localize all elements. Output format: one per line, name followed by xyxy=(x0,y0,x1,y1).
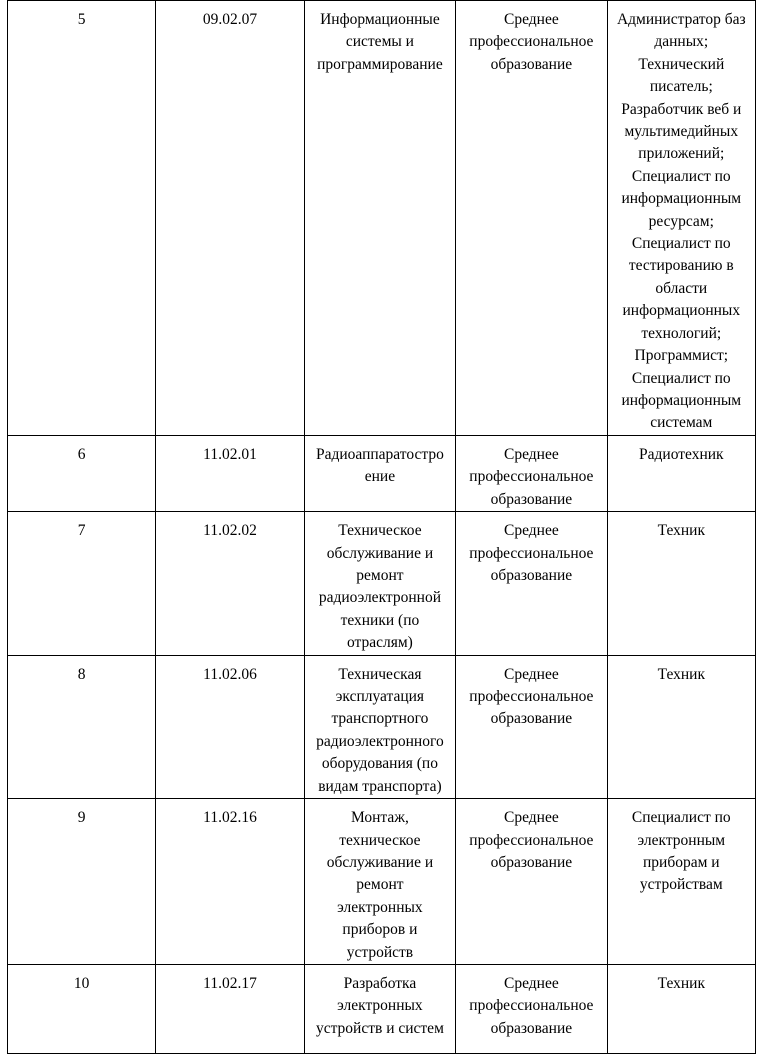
specialty-name-cell: Монтаж, техническое обслуживание и ремонт электронных приборов и устройств xyxy=(304,799,455,965)
education-level-cell: Среднее профессиональное образование xyxy=(456,512,607,655)
specialties-table xyxy=(7,0,756,1054)
specialty-name-cell: Техническая эксплуатация транспортного радиоэлектронного оборудования (по видам транспорта) xyxy=(304,655,455,798)
specialty-code-cell: 11.02.02 xyxy=(156,512,304,655)
specialty-name-cell: Информационные системы и программирование xyxy=(304,1,455,436)
qualification-cell: Специалист по электронным приборам и устройствам xyxy=(607,799,755,965)
specialty-code-cell: 09.02.07 xyxy=(156,1,304,436)
specialty-code-cell: 11.02.01 xyxy=(156,436,304,512)
education-level-cell: Среднее профессиональное образование xyxy=(456,1,607,436)
table-row xyxy=(8,512,756,655)
qualification-cell: Радиотехник xyxy=(607,436,755,512)
row-number-cell: 8 xyxy=(8,655,156,798)
specialty-code-cell: 11.02.16 xyxy=(156,799,304,965)
row-number-cell: 10 xyxy=(8,964,156,1053)
education-level-cell: Среднее профессиональное образование xyxy=(456,799,607,965)
row-number-cell: 6 xyxy=(8,436,156,512)
row-number-cell: 7 xyxy=(8,512,156,655)
table-row xyxy=(8,1,756,436)
table-row xyxy=(8,655,756,798)
education-level-cell: Среднее профессиональное образование xyxy=(456,964,607,1053)
specialty-code-cell: 11.02.17 xyxy=(156,964,304,1053)
specialty-name-cell: Радиоаппаратостро ение xyxy=(304,436,455,512)
row-number-cell: 9 xyxy=(8,799,156,965)
table-row xyxy=(8,799,756,965)
table-row xyxy=(8,436,756,512)
qualification-cell: Администратор баз данных; Технический писатель; Разработчик веб и мультимедийных приложений; Специалист по информационным ресурсам; Специалист по тестированию в области информационных технологий; Программист; Специалист по информационным системам xyxy=(607,1,755,436)
specialty-code-cell: 11.02.06 xyxy=(156,655,304,798)
education-level-cell: Среднее профессиональное образование xyxy=(456,436,607,512)
qualification-cell: Техник xyxy=(607,964,755,1053)
qualification-cell: Техник xyxy=(607,655,755,798)
specialty-name-cell: Техническое обслуживание и ремонт радиоэлектронной техники (по отраслям) xyxy=(304,512,455,655)
education-level-cell: Среднее профессиональное образование xyxy=(456,655,607,798)
table-row xyxy=(8,964,756,1053)
qualification-cell: Техник xyxy=(607,512,755,655)
row-number-cell: 5 xyxy=(8,1,156,436)
specialty-name-cell: Разработка электронных устройств и систем xyxy=(304,964,455,1053)
